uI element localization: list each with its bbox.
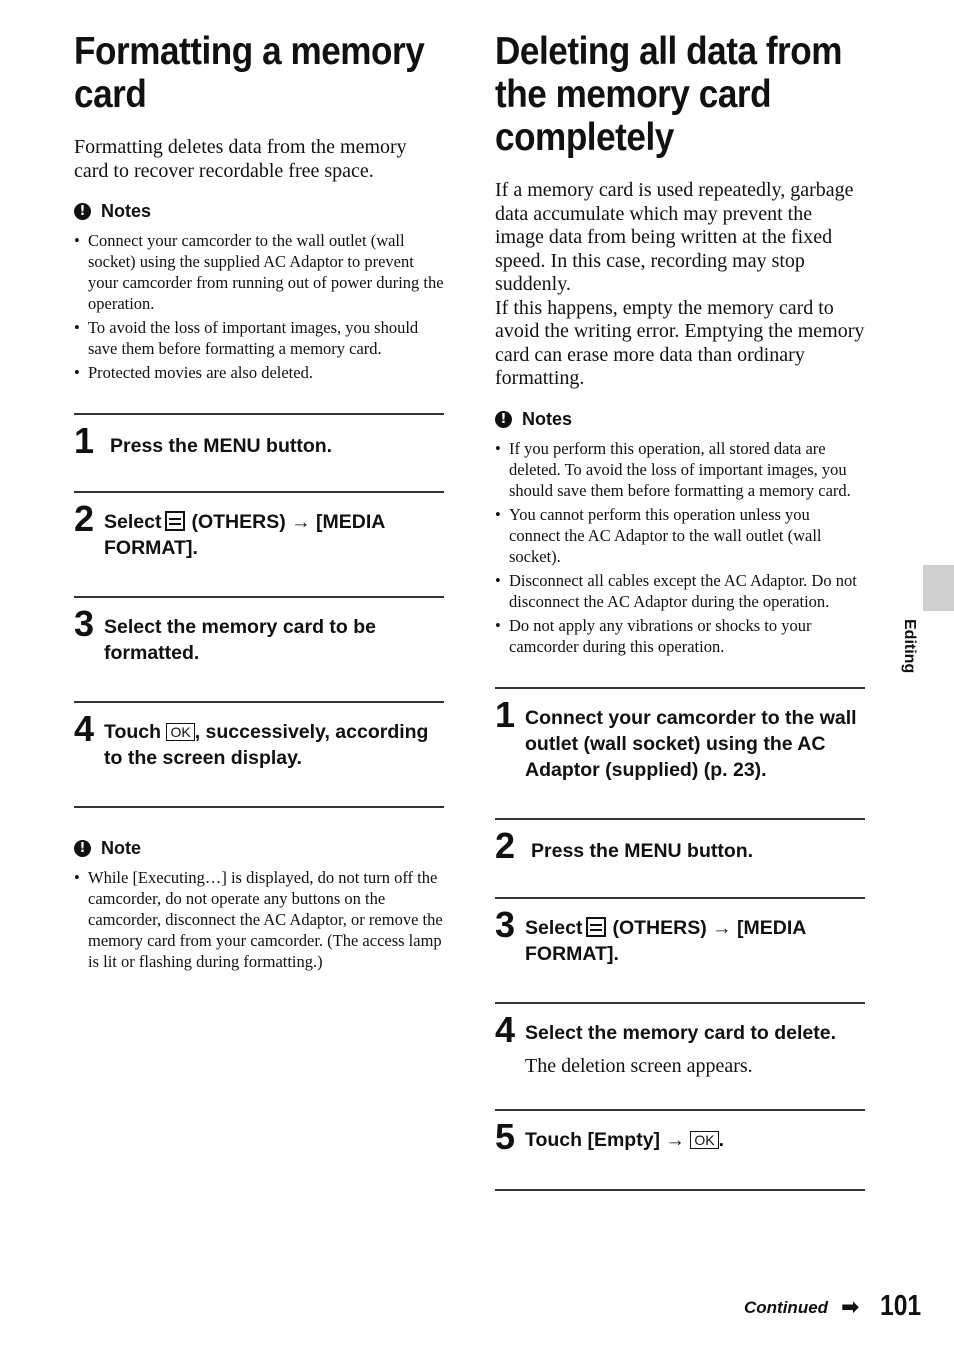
note-item: • Do not apply any vibrations or shocks to your camcorder during this operation.: [495, 615, 865, 657]
note-heading: ! Note: [74, 838, 444, 859]
caution-icon: !: [74, 203, 91, 220]
step-number: 2: [495, 824, 516, 866]
note-item: • Protected movies are also deleted.: [74, 362, 444, 383]
intro-text: If this happens, empty the memory card to avoid the writing error. Emptying the memory card can erase more data than ordinary formatting.: [495, 296, 865, 389]
step-text: Select the memory card to be formatted.: [104, 616, 377, 664]
step-2: [74, 491, 444, 596]
step-number: 3: [495, 903, 516, 945]
step-text: Select the memory card to delete.: [525, 1021, 837, 1044]
note-item: • Connect your camcorder to the wall outlet (wall socket) using the supplied AC Adaptor to prevent your camcorder from running out of power during the operation.: [74, 230, 444, 314]
continued-label: Continued: [744, 1298, 829, 1317]
step-2: [495, 818, 865, 897]
section-label: Editing: [901, 619, 918, 674]
step-3: [495, 897, 865, 1002]
step-number: 5: [495, 1115, 516, 1157]
notes-heading: ! Notes: [74, 201, 444, 222]
caution-icon: !: [74, 840, 91, 857]
note-item: • While [Executing…] is displayed, do not turn off the camcorder, do not operate any buttons on the camcorder, disconnect the AC Adaptor, or remove the memory card from your camcorder. (The access lamp is lit or flashing during formatting.): [74, 867, 444, 972]
notes-heading: ! Notes: [495, 409, 865, 430]
step-number: 3: [74, 603, 95, 644]
step-4: [495, 1002, 865, 1109]
step-text: Select (OTHERS) → [MEDIA FORMAT].: [104, 511, 385, 559]
note-list: [74, 867, 444, 972]
step-text: Touch OK , successively, according to the screen display.: [104, 721, 429, 769]
intro-text: Formatting deletes data from the memory card to recover recordable free space.: [74, 136, 407, 182]
step-number: 4: [495, 1008, 516, 1050]
section-title: Formatting a memory card: [74, 30, 425, 116]
step-number: 1: [495, 693, 516, 735]
step-1: [495, 687, 865, 818]
section-tab-marker: [923, 565, 954, 611]
step-5: [495, 1109, 865, 1191]
ok-button-icon: OK: [166, 723, 194, 741]
others-icon: [165, 511, 185, 531]
step-1: [74, 413, 444, 491]
note-item: • To avoid the loss of important images, you should save them before formatting a memory card.: [74, 317, 444, 359]
notes-list: [495, 438, 865, 657]
step-number: 1: [74, 420, 95, 461]
intro-text: If a memory card is used repeatedly, garbage data accumulate which may prevent the image data from being written at the fixed speed. In this case, recording may stop suddenly.: [495, 179, 854, 295]
note-item: • You cannot perform this operation unless you connect the AC Adaptor to the wall outlet (wall socket).: [495, 504, 865, 567]
arrow-right-icon: ➡: [841, 1295, 860, 1320]
step-text: Press the MENU button.: [110, 435, 333, 457]
step-text: Press the MENU button.: [531, 839, 754, 862]
left-column: [74, 30, 444, 975]
note-item: • If you perform this operation, all stored data are deleted. To avoid the loss of important images, you should save them before formatting a memory card.: [495, 438, 865, 501]
others-icon: [586, 917, 606, 937]
step-text: Connect your camcorder to the wall outlet (wall socket) using the AC Adaptor (supplied) (p. 23).: [525, 706, 857, 781]
notes-list: [74, 230, 444, 383]
step-number: 2: [74, 498, 95, 539]
right-column: [495, 30, 865, 1191]
step-number: 4: [74, 708, 95, 749]
ok-button-icon: OK: [690, 1131, 718, 1149]
note-item: • Disconnect all cables except the AC Adaptor. Do not disconnect the AC Adaptor during the operation.: [495, 570, 865, 612]
section-title: Deleting all data from the memory card completely: [495, 30, 843, 159]
caution-icon: !: [495, 411, 512, 428]
step-text: Touch [Empty] → OK .: [525, 1128, 725, 1151]
step-4: [74, 701, 444, 808]
step-3: [74, 596, 444, 701]
step-subtext: The deletion screen appears.: [525, 1054, 753, 1077]
step-text: Select (OTHERS) → [MEDIA FORMAT].: [525, 916, 806, 965]
page-number: 101: [880, 1290, 922, 1322]
